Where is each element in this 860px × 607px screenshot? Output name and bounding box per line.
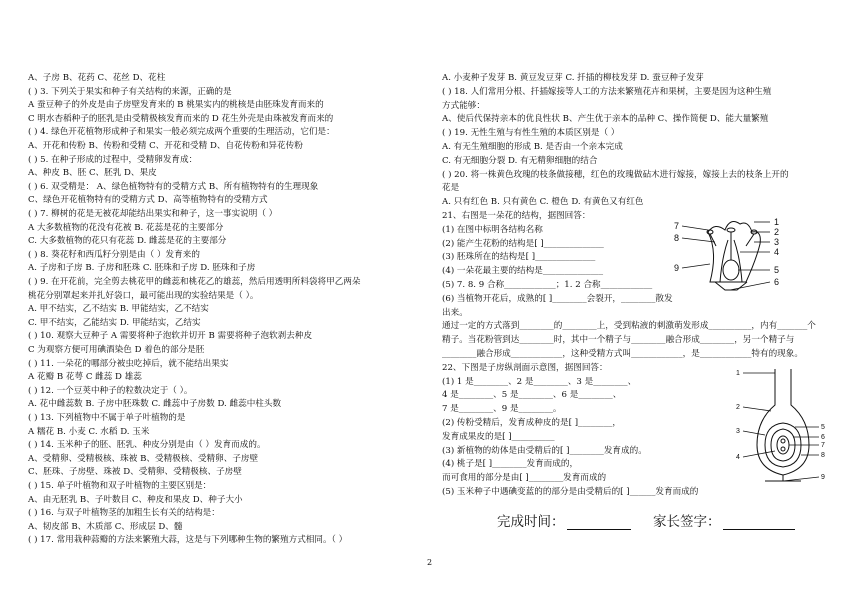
right-line-22: (1) 1 是________、2 是________、3 是________、 [442, 376, 637, 387]
left-line-22: A 花瓣 B 花萼 C 雌蕊 D 雄蕊 [28, 372, 142, 383]
ovary-label-5: 5 [821, 424, 825, 431]
right-line-9: A. 只有红色 B. 只有黄色 C. 橙色 D. 有黄色又有红色 [442, 197, 644, 208]
right-line-30: (5) 玉米种子中遇碘变蓝的的部分是由受精后的[ ]______发育而成的 [442, 487, 699, 497]
right-line-27: (3) 新植物的幼体是由受精后的[ ]________发育成的。 [442, 445, 647, 456]
ovary-label-2: 2 [736, 404, 740, 411]
left-line-25: ( ) 13. 下列植物中不属于单子叶植物的是 [28, 413, 186, 423]
left-line-18: C. 甲不结实，乙能结实 D. 甲能结实，乙结实 [28, 317, 201, 328]
left-line-28: A、受精卵、受精极核、珠被 B、受精极核、受精卵、子房壁 [28, 453, 259, 464]
flower-label-2: 2 [774, 227, 780, 237]
flower-label-5: 5 [774, 265, 780, 275]
left-line-12: C. 大多数植物的花只有花蕊 D. 雌蕊是花的主要部分 [28, 236, 227, 247]
right-line-23: 4 是________、5 是________、6 是________、 [442, 390, 622, 401]
right-line-6: C. 有无细胞分裂 D. 有无精卵细胞的结合 [442, 155, 598, 166]
left-line-24: A. 花中雌蕊数 B. 子房中胚珠数 C. 雌蕊中子房数 D. 雌蕊中柱头数 [28, 399, 282, 410]
left-line-1: ( ) 3. 下列关于果实和种子有关结构的来源，正确的是 [28, 86, 232, 97]
right-line-4: ( ) 19. 无性生殖与有性生殖的本质区别是（ ） [442, 128, 620, 139]
right-line-28: (4) 桃子是[ ]________发育而成的， [442, 459, 579, 470]
right-line-2: 方式能够： [442, 100, 485, 111]
left-line-17: A. 甲不结实，乙不结实 B. 甲能结实，乙不结实 [28, 304, 209, 315]
ovary-section-diagram [735, 365, 830, 483]
right-line-0: A. 小麦种子发芽 B. 黄豆发豆芽 C. 扦插的柳枝发芽 D. 蚕豆种子发芽 [442, 73, 704, 83]
right-line-1: ( ) 18. 人们常用分根、扦插嫁接等人工的方法来繁殖花卉和果树，主要是因为这种生殖 [442, 86, 772, 97]
flower-label-1: 1 [774, 217, 780, 227]
left-line-34: ( ) 17. 常用栽种蒜瓣的方法来繁殖大蒜，这是与下列哪种生物的繁殖方式相同。（ ） [28, 535, 348, 546]
flower-label-6: 6 [774, 277, 780, 287]
ovary-label-8: 8 [821, 452, 825, 459]
left-line-31: A、由无胚乳 B、子叶数目 C、种皮和果皮 D、种子大小 [28, 494, 243, 505]
completion-time-label: 完成时间： [497, 514, 565, 530]
right-line-10: 21、右图是一朵花的结构，据图回答： [442, 211, 591, 221]
flower-label-3: 3 [774, 237, 780, 247]
right-line-11: (1) 在图中标明各结构名称 [442, 224, 543, 235]
left-line-19: ( ) 10. 观察大豆种子 A 需要将种子泡软并切开 B 需要将种子泡软剥去种皮 [28, 331, 313, 342]
page-number: 2 [427, 558, 433, 567]
left-line-14: A. 子房和子房 B. 子房和胚珠 C. 胚珠和子房 D. 胚珠和子房 [28, 263, 256, 274]
left-line-2: A 蚕豆种子的外皮是由子房壁发育来的 B 桃果实内的桃核是由胚珠发育而来的 [28, 100, 324, 111]
left-line-4: ( ) 4. 绿色开花植物形成种子和果实一般必须完成两个重要的生理活动，它们是： [28, 127, 335, 138]
left-line-29: C、胚珠、子房壁、珠被 D、受精卵、受精极核、子房壁 [28, 467, 242, 478]
right-line-19: 精子。当花粉管到达________时，其中一个精子与________融合形成________，另一个精子与 [442, 335, 795, 346]
right-line-20: ________融合形成____________，这种受精方式叫____________，是____________特有的现象。 [442, 349, 803, 359]
left-line-11: A 大多数植物的花没有花被 B. 花蕊是花的主要部分 [28, 222, 224, 233]
ovary-label-1: 1 [736, 370, 740, 377]
ovary-label-6: 6 [821, 434, 825, 441]
left-line-23: ( ) 12. 一个豆荚中种子的粒数决定于（ ）。 [28, 385, 193, 396]
right-line-5: A. 有无生殖细胞的形成 B. 是否由一个亲本完成 [442, 142, 623, 152]
completion-time-input[interactable] [567, 517, 631, 530]
left-line-30: ( ) 15. 单子叶植物和双子叶植物的主要区别是： [28, 481, 212, 491]
right-line-8: 花是 [442, 183, 460, 194]
ovary-label-3: 3 [736, 428, 740, 435]
right-line-24: 7 是________、9 是________。 [442, 404, 562, 415]
right-line-12: (2) 能产生花粉的结构是[ ]______________ [442, 238, 604, 249]
flower-structure-diagram [670, 212, 788, 292]
left-line-9: C、绿色开花植物特有的受精方式 D、高等植物特有的受精方式 [28, 195, 268, 206]
left-line-7: A、种皮 B、胚 C、胚乳 D、果皮 [28, 168, 157, 179]
left-line-33: A、韧皮部 B、木质部 C、形成层 D、髓 [28, 521, 183, 532]
completion-time-field [497, 510, 631, 530]
right-line-14: (4) 一朵花最主要的结构是______________ [442, 266, 603, 277]
right-line-17: 出来。 [442, 307, 468, 318]
left-line-5: A、开花和传粉 B、传粉和受精 C、开花和受精 D、自花传粉和异花传粉 [28, 141, 303, 151]
flower-label-7: 7 [674, 221, 680, 231]
left-line-13: ( ) 8. 葵花籽和西瓜籽分别是由（ ）发育来的 [28, 249, 200, 260]
right-line-13: (3) 胚珠所在的结构是[ ]______________ [442, 252, 596, 263]
ovary-label-9: 9 [821, 474, 825, 481]
right-line-18: 通过一定的方式落到________的________上，受到粘液的刺激萌发形成__________，内有_______个 [442, 321, 816, 332]
left-line-27: ( ) 14. 玉米种子的胚、胚乳、种皮分别是由（ ）发育而成的。 [28, 440, 266, 451]
right-line-16: (6) 当植物开花后，成熟的[ ]________会裂开，________散发 [442, 293, 673, 304]
flower-label-8: 8 [674, 233, 680, 243]
left-line-10: ( ) 7. 柳树的花是无被花却能结出果实和种子，这一事实说明（ ） [28, 209, 278, 219]
left-line-16: 桃花分别罩起来并扎好袋口，最可能出现的实验结果是（ ）。 [28, 290, 259, 301]
left-line-15: ( ) 9. 在开花前，完全剪去桃花甲的雌蕊和桃花乙的雄蕊，然后用透明所料袋将甲乙两朵 [28, 277, 361, 287]
parent-sign-label: 家长签字： [653, 514, 721, 530]
left-line-6: ( ) 5. 在种子形成的过程中，受精卵发育成： [28, 154, 198, 165]
right-line-25: (2) 传粉受精后，发育成种皮的是[ ]________， [442, 418, 622, 428]
left-line-3: C 明水杏稻种子的胚乳是由受精极核发育而来的 D 花生外壳是由珠被发育而来的 [28, 113, 334, 124]
right-line-7: ( ) 20. 将一株黄色玫瑰的枝条做接穗，红色的玫瑰做砧木进行嫁接，嫁接上去的枝条上开的 [442, 169, 789, 180]
right-line-29: 而可食用的部分是由[ ]________发育而成的 [442, 473, 607, 484]
left-line-21: ( ) 11. 一朵花的哪部分被虫吃掉后，就不能结出果实 [28, 358, 229, 369]
ovary-label-7: 7 [821, 442, 825, 449]
parent-signature-field [653, 510, 795, 530]
right-line-21: 22、下图是子房纵剖面示意图，据图回答： [442, 362, 608, 373]
right-line-15: (5) 7. 8. 9 合称____________；1. 2 合称____________ [442, 280, 653, 290]
ovary-label-4: 4 [736, 454, 740, 461]
flower-label-4: 4 [774, 247, 780, 257]
left-line-8: ( ) 6. 双受精是： A、绿色植物特有的受精方式 B、所有植物特有的生理现象 [28, 181, 319, 192]
left-line-26: A 糯花 B. 小麦 C. 水稻 D. 玉米 [28, 426, 150, 437]
flower-label-9: 9 [674, 263, 680, 273]
left-line-0: A、子房 B、花药 C、花丝 D、花柱 [28, 73, 166, 83]
parent-sign-input[interactable] [723, 517, 795, 530]
right-line-3: A、使后代保持亲本的优良性状 B、产生优于亲本的品种 C、操作简便 D、能大量繁殖 [442, 114, 769, 125]
right-line-26: 发育成果皮的是[ ]__________ [442, 431, 555, 442]
left-line-20: C 为观察方便可用碘酒染色 D 着色的部分是胚 [28, 345, 205, 355]
left-line-32: ( ) 16. 与双子叶植物茎的加粗生长有关的结构是： [28, 508, 220, 519]
